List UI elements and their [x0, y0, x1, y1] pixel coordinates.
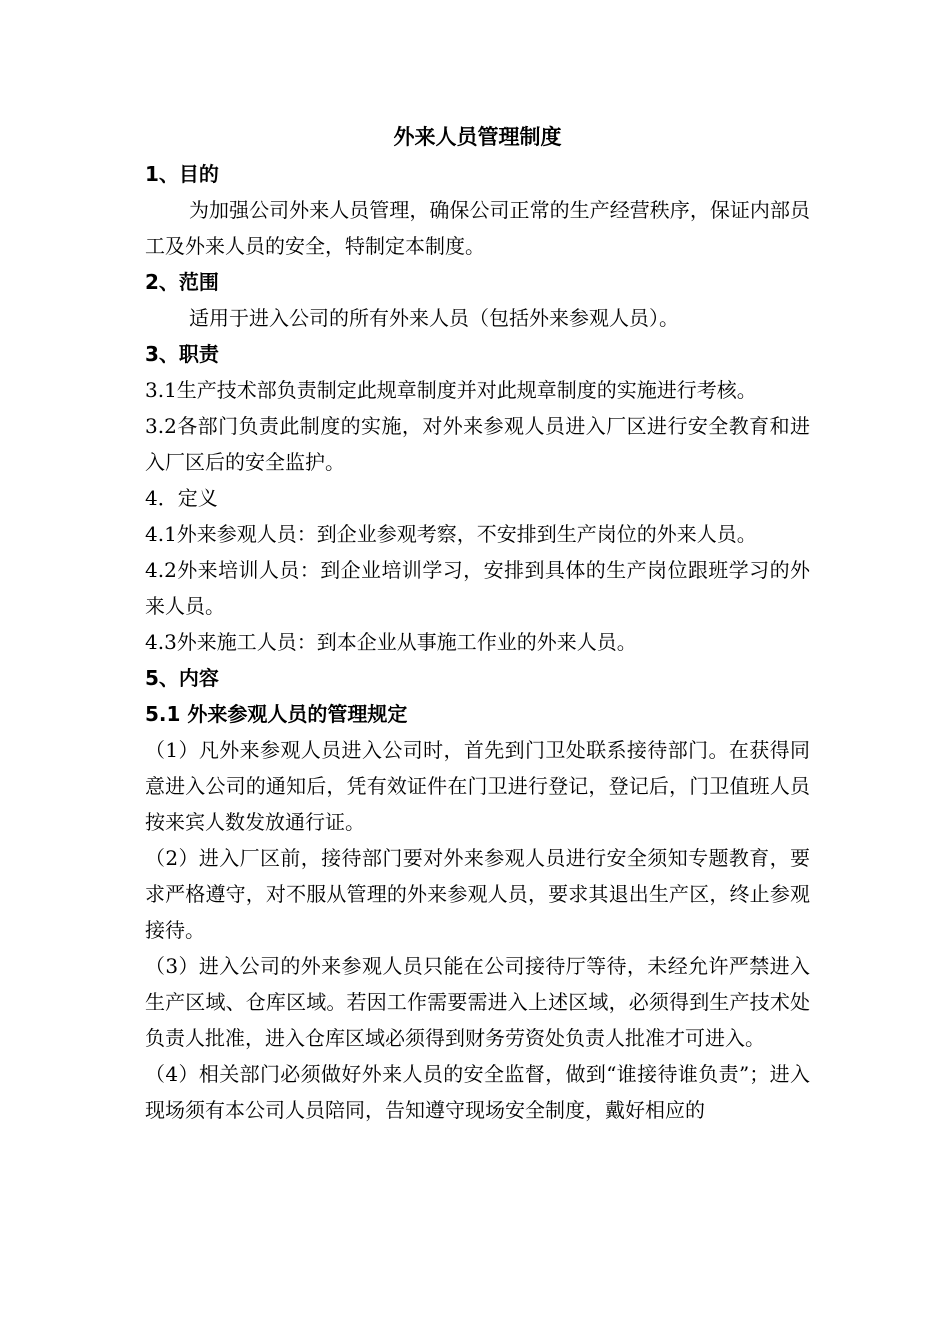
paragraph-4-3: 4.3外来施工人员：到本企业从事施工作业的外来人员。 — [145, 630, 637, 654]
paragraph-purpose: 为加强公司外来人员管理，确保公司正常的生产经营秩序，保证内部员工及外来人员的安全，特制定本制度。 — [145, 198, 810, 258]
paragraph-scope: 适用于进入公司的所有外来人员（包括外来参观人员）。 — [189, 306, 679, 330]
heading-content: 5、内容 — [145, 666, 219, 690]
heading-scope: 2、范围 — [145, 270, 219, 294]
paragraph-5-1-3: （3）进入公司的外来参观人员只能在公司接待厅等待，未经允许严禁进入生产区域、仓库区域。若因工作需要需进入上述区域，必须得到生产技术处负责人批准，进入仓库区域必须得到财务劳资处负责人批准才可进入。 — [145, 954, 810, 1050]
heading-responsibility: 3、职责 — [145, 342, 219, 366]
paragraph-4-1: 4.1外来参观人员：到企业参观考察，不安排到生产岗位的外来人员。 — [145, 522, 757, 546]
paragraph-5-1-2: （2）进入厂区前，接待部门要对外来参观人员进行安全须知专题教育，要求严格遵守，对不服从管理的外来参观人员，要求其退出生产区，终止参观接待。 — [145, 846, 810, 942]
paragraph-5-1-4: （4）相关部门必须做好外来人员的安全监督，做到“谁接待谁负责”；进入现场须有本公司人员陪同，告知遵守现场安全制度，戴好相应的 — [145, 1062, 810, 1122]
paragraph-4-2: 4.2外来培训人员：到企业培训学习，安排到具体的生产岗位跟班学习的外来人员。 — [145, 558, 810, 618]
document-page — [145, 118, 810, 1128]
document-title: 外来人员管理制度 — [393, 125, 562, 149]
paragraph-3-1: 3.1生产技术部负责制定此规章制度并对此规章制度的实施进行考核。 — [145, 378, 757, 402]
heading-5-1: 5.1 外来参观人员的管理规定 — [145, 702, 408, 726]
paragraph-5-1-1: （1）凡外来参观人员进入公司时，首先到门卫处联系接待部门。在获得同意进入公司的通知后，凭有效证件在门卫进行登记，登记后，门卫值班人员按来宾人数发放通行证。 — [145, 738, 810, 834]
paragraph-3-2: 3.2各部门负责此制度的实施，对外来参观人员进入厂区进行安全教育和进入厂区后的安全监护。 — [145, 414, 810, 474]
heading-definition: 4．定义 — [145, 486, 218, 510]
heading-purpose: 1、目的 — [145, 162, 219, 186]
